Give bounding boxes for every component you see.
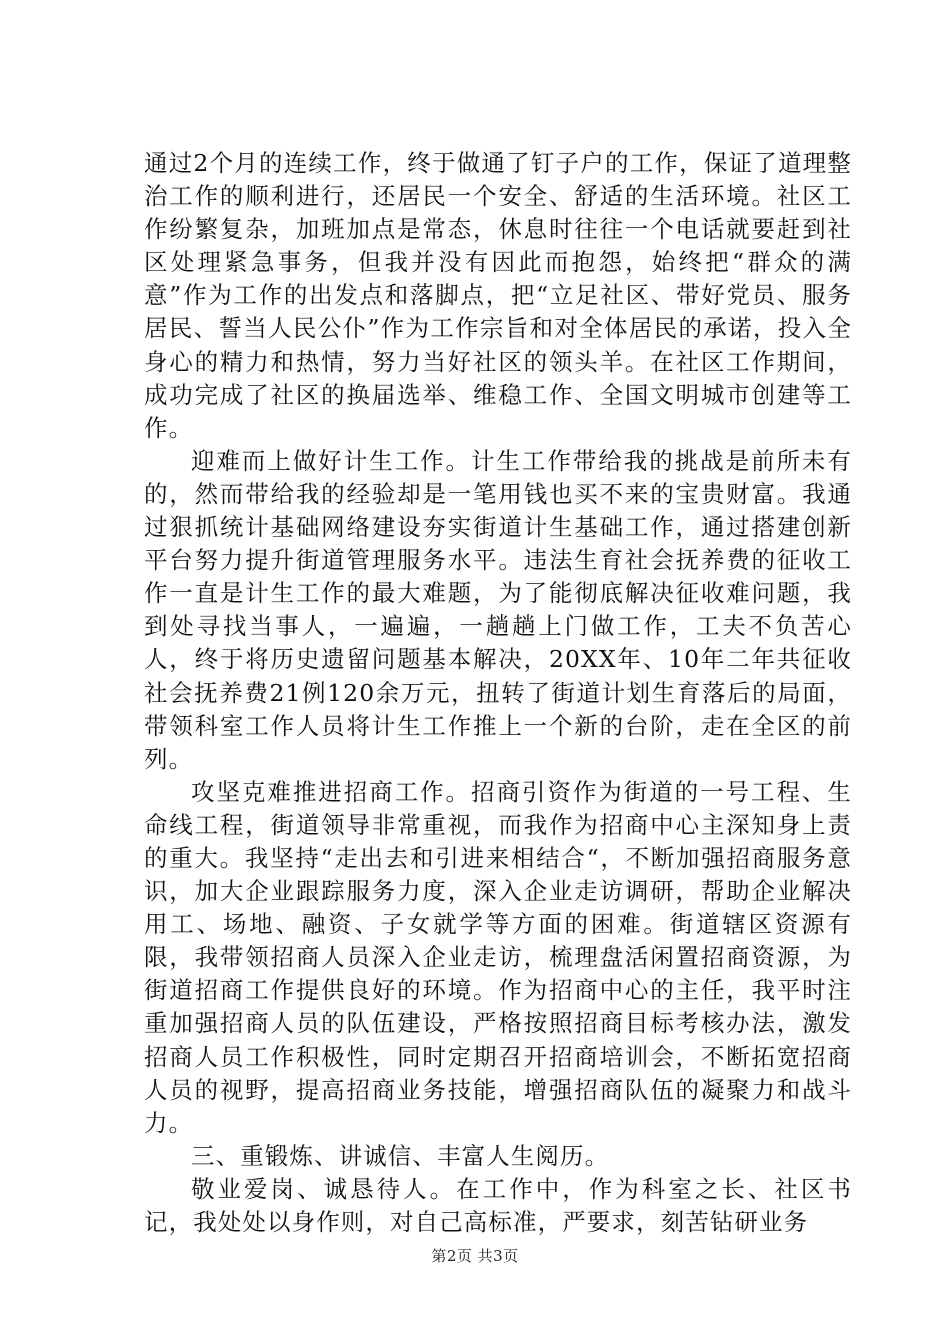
page-number-footer: 第2页 共3页 [431,1247,519,1265]
section-heading: 三、重锻炼、讲诚信、丰富人生阅历。 [191,1141,610,1170]
paragraph-2: 迎难而上做好计生工作。计生工作带给我的挑战是前所未有的，然而带给我的经验却是一笔用钱也买不来的宝贵财富。我通过狠抓统计基础网络建设夯实街道计生基础工作，通过搭建创新平台努力提升街道管理服务水平。违法生育社会抚养费的征收工作一直是计生工作的最大难题，为了能彻底解决征收难问题，我到处寻找当事人，一遍遍，一趟趟上门做工作，工夫不负苦心人，终于将历史遗留问题基本解决，20XX年、10年二年共征收社会抚养费21例120余万元，扭转了街道计划生育落后的局面，带领科室工作人员将计生工作推上一个新的台阶，走在全区的前列。 [144,446,852,773]
paragraph-1: 通过2个月的连续工作，终于做通了钉子户的工作，保证了道理整治工作的顺利进行，还居民一个安全、舒适的生活环境。社区工作纷繁复杂，加班加点是常态，休息时往往一个电话就要赶到社区处理紧急事务，但我并没有因此而抱怨，始终把“群众的满意”作为工作的出发点和落脚点，把“立足社区、带好党员、服务居民、誓当人民公仆”作为工作宗旨和对全体居民的承诺，投入全身心的精力和热情，努力当好社区的领头羊。在社区工作期间，成功完成了社区的换届选举、维稳工作、全国文明城市创建等工作。 [144,149,852,442]
paragraph-4: 敬业爱岗、诚恳待人。在工作中，作为科室之长、社区书记，我处处以身作则，对自己高标准，严要求，刻苦钻研业务 [144,1174,852,1236]
document-body [144,147,852,1239]
paragraph-3: 攻坚克难推进招商工作。招商引资作为街道的一号工程、生命线工程，街道领导非常重视，而我作为招商中心主深知身上责的重大。我坚持“走出去和引进来相结合“，不断加强招商服务意识，加大企业跟踪服务力度，深入企业走访调研，帮助企业解决用工、场地、融资、子女就学等方面的困难。街道辖区资源有限，我带领招商人员深入企业走访，梳理盘活闲置招商资源，为街道招商工作提供良好的环境。作为招商中心的主任，我平时注重加强招商人员的队伍建设，严格按照招商目标考核办法，激发招商人员工作积极性，同时定期召开招商培训会，不断拓宽招商人员的视野，提高招商业务技能，增强招商队伍的凝聚力和战斗力。 [144,777,852,1137]
